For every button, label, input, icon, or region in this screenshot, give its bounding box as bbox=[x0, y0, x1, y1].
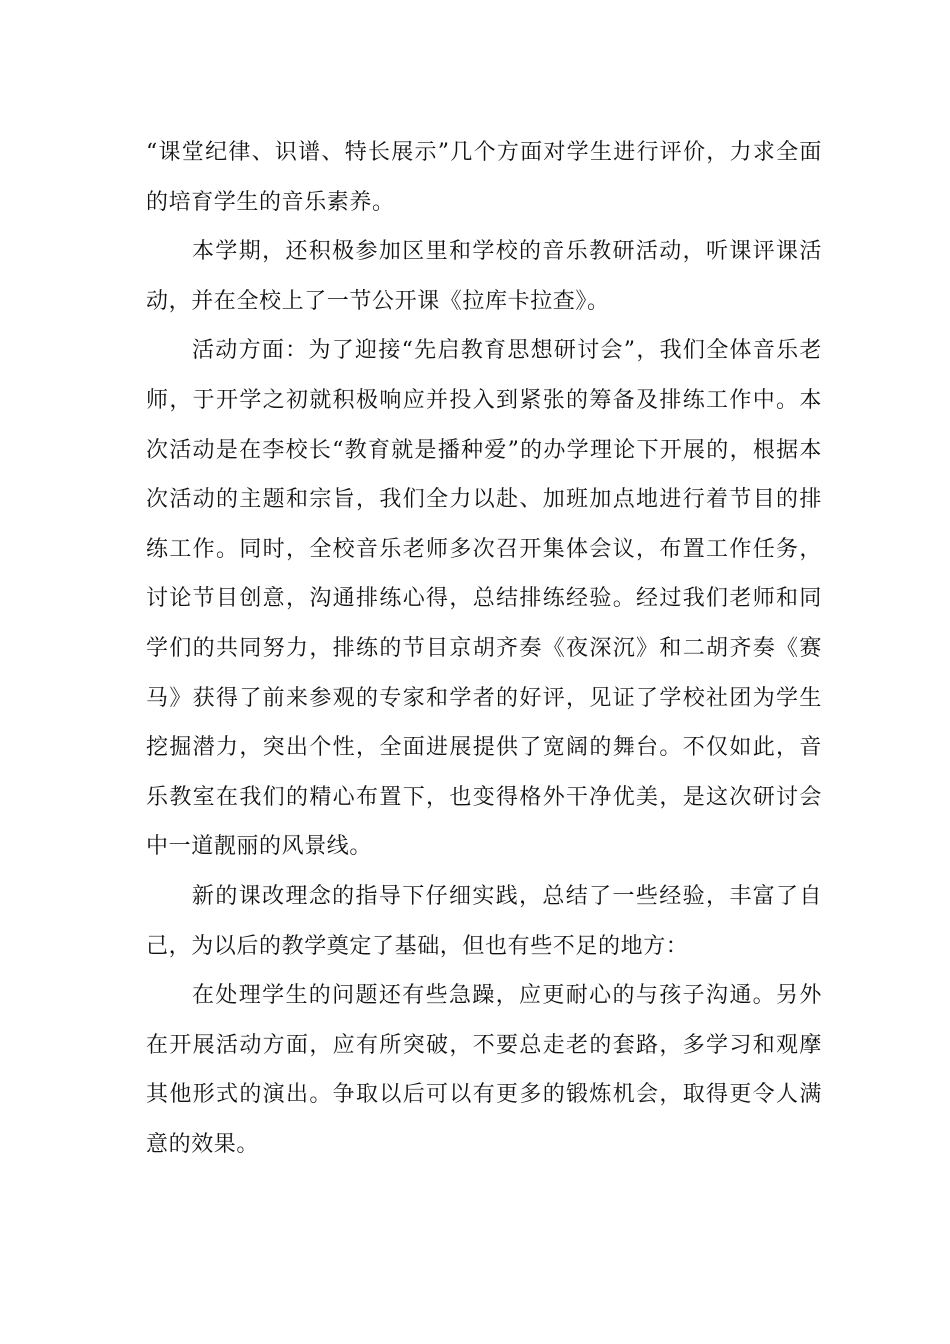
paragraph-shortcomings: 在处理学生的问题还有些急躁，应更耐心的与孩子沟通。另外在开展活动方面，应有所突破，不要总走老的套路，多学习和观摩其他形式的演出。争取以后可以有更多的锻炼机会，取得更令人满意的效果。 bbox=[146, 983, 822, 1157]
paragraph-reflection: 新的课改理念的指导下仔细实践，总结了一些经验，丰富了自己，为以后的教学奠定了基础，但也有些不足的地方： bbox=[146, 883, 822, 959]
paragraph-teaching-research: 本学期，还积极参加区里和学校的音乐教研活动，听课评课活动，并在全校上了一节公开课《拉库卡拉查》。 bbox=[146, 239, 822, 314]
paragraph-activities: 活动方面：为了迎接“先启教育思想研讨会”，我们全体音乐老师，于开学之初就积极响应并投入到紧张的筹备及排练工作中。本次活动是在李校长“教育就是播种爱”的办学理论下开展的，根据本次活动的主题和宗旨，我们全力以赴、加班加点地进行着节目的排练工作。同时，全校音乐老师多次召开集体会议，布置工作任务，讨论节目创意，沟通排练心得，总结排练经验。经过我们老师和同学们的共同努力，排练的节目京胡齐奏《夜深沉》和二胡齐奏《赛马》获得了前来参观的专家和学者的好评，见证了学校社团为学生挖掘潜力，突出个性，全面进展提供了宽阔的舞台。不仅如此，音乐教室在我们的精心布置下，也变得格外干净优美，是这次研讨会中一道靓丽的风景线。 bbox=[146, 338, 822, 860]
paragraph-evaluation: “课堂纪律、识谱、特长展示”几个方面对学生进行评价，力求全面的培育学生的音乐素养。 bbox=[146, 140, 822, 215]
document-body bbox=[146, 128, 822, 1169]
